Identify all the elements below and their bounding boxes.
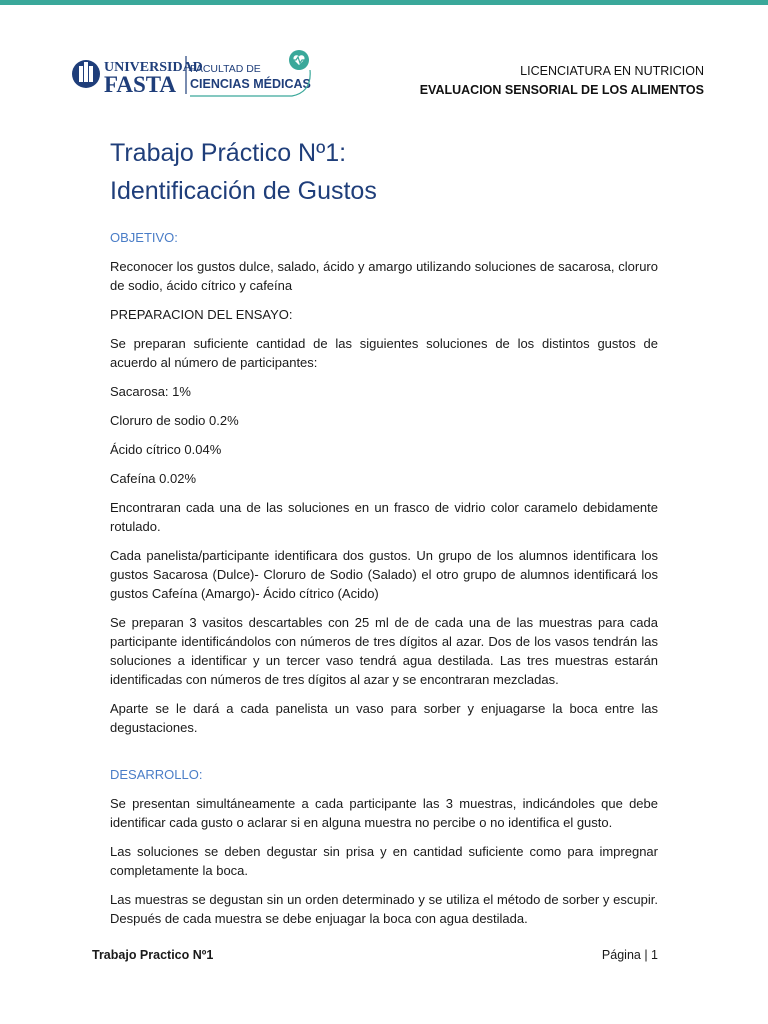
footer-page-number: Página | 1 bbox=[601, 948, 658, 962]
objetivo-heading: OBJETIVO: bbox=[110, 230, 178, 245]
page-title bbox=[110, 134, 377, 210]
objetivo-text: Reconocer los gustos dulce, salado, ácido y amargo utilizando soluciones de sacarosa, cloruro de sodio, ácido cítrico y cafeína bbox=[110, 259, 658, 293]
logo-faculty-line2: CIENCIAS MÉDICAS bbox=[190, 77, 311, 91]
university-logo bbox=[70, 48, 315, 100]
heart-pulse-icon bbox=[289, 50, 309, 70]
title-line-1: Trabajo Práctico Nº1: bbox=[110, 139, 347, 167]
header-course: EVALUACION SENSORIAL DE LOS ALIMENTOS bbox=[419, 83, 704, 97]
logo-faculty-line1: FACULTAD DE bbox=[190, 63, 261, 75]
desarrollo-paragraph: Las soluciones se deben degustar sin prisa y en cantidad suficiente como para impregnar completamente la boca. bbox=[110, 844, 658, 878]
logo-university-line2: FASTA bbox=[104, 72, 176, 97]
solution-item: Cafeína 0.02% bbox=[110, 471, 197, 486]
top-accent-bar bbox=[0, 0, 768, 5]
desarrollo-paragraph: Las muestras se degustan sin un orden determinado y se utiliza el método de sorber y escupir. Después de cada muestra se debe enjuagar la boca con agua destilada. bbox=[110, 892, 658, 926]
university-emblem-icon bbox=[72, 60, 100, 88]
preparacion-intro: Se preparan suficiente cantidad de las siguientes soluciones de los distintos gustos de acuerdo al número de participantes: bbox=[110, 336, 658, 370]
desarrollo-heading: DESARROLLO: bbox=[110, 767, 203, 782]
preparacion-paragraph: Se preparan 3 vasitos descartables con 25 ml de de cada una de las muestras para cada participante identificándolos con números de tres dígitos al azar. Dos de los vasos tendrán las soluciones a identificar y un tercer vaso tendrá agua destilada. Las tres muestras estarán identificadas con números de tres dígitos al azar y se encontraran mezcladas. bbox=[110, 615, 658, 687]
solution-item: Ácido cítrico 0.04% bbox=[110, 442, 222, 457]
solution-item: Sacarosa: 1% bbox=[110, 384, 191, 399]
header-program: LICENCIATURA EN NUTRICION bbox=[520, 64, 704, 78]
title-line-2: Identificación de Gustos bbox=[110, 177, 377, 205]
preparacion-paragraph: Aparte se le dará a cada panelista un vaso para sorber y enjuagarse la boca entre las degustaciones. bbox=[110, 701, 658, 735]
logo-university-line1: UNIVERSIDAD bbox=[104, 60, 203, 75]
document-body bbox=[110, 228, 658, 938]
solution-item: Cloruro de sodio 0.2% bbox=[110, 413, 239, 428]
footer-document-name: Trabajo Practico Nº1 bbox=[92, 948, 214, 962]
document-header bbox=[420, 62, 704, 100]
desarrollo-paragraph: Se presentan simultáneamente a cada participante las 3 muestras, indicándoles que debe identificar cada gusto o aclarar si en alguna muestra no percibe o no identifica el gusto. bbox=[110, 796, 658, 830]
logo-graphic bbox=[70, 48, 315, 100]
preparacion-heading: PREPARACION DEL ENSAYO: bbox=[110, 307, 293, 322]
preparacion-paragraph: Cada panelista/participante identificara dos gustos. Un grupo de los alumnos identificara los gustos Sacarosa (Dulce)- Cloruro de Sodio (Salado) el otro grupo de alumnos identificará los gustos Cafeína (Amargo)- Ácido cítrico (Acido) bbox=[110, 548, 658, 601]
preparacion-paragraph: Encontraran cada una de las soluciones en un frasco de vidrio color caramelo debidamente rotulado. bbox=[110, 500, 658, 534]
section-spacer bbox=[110, 747, 658, 765]
